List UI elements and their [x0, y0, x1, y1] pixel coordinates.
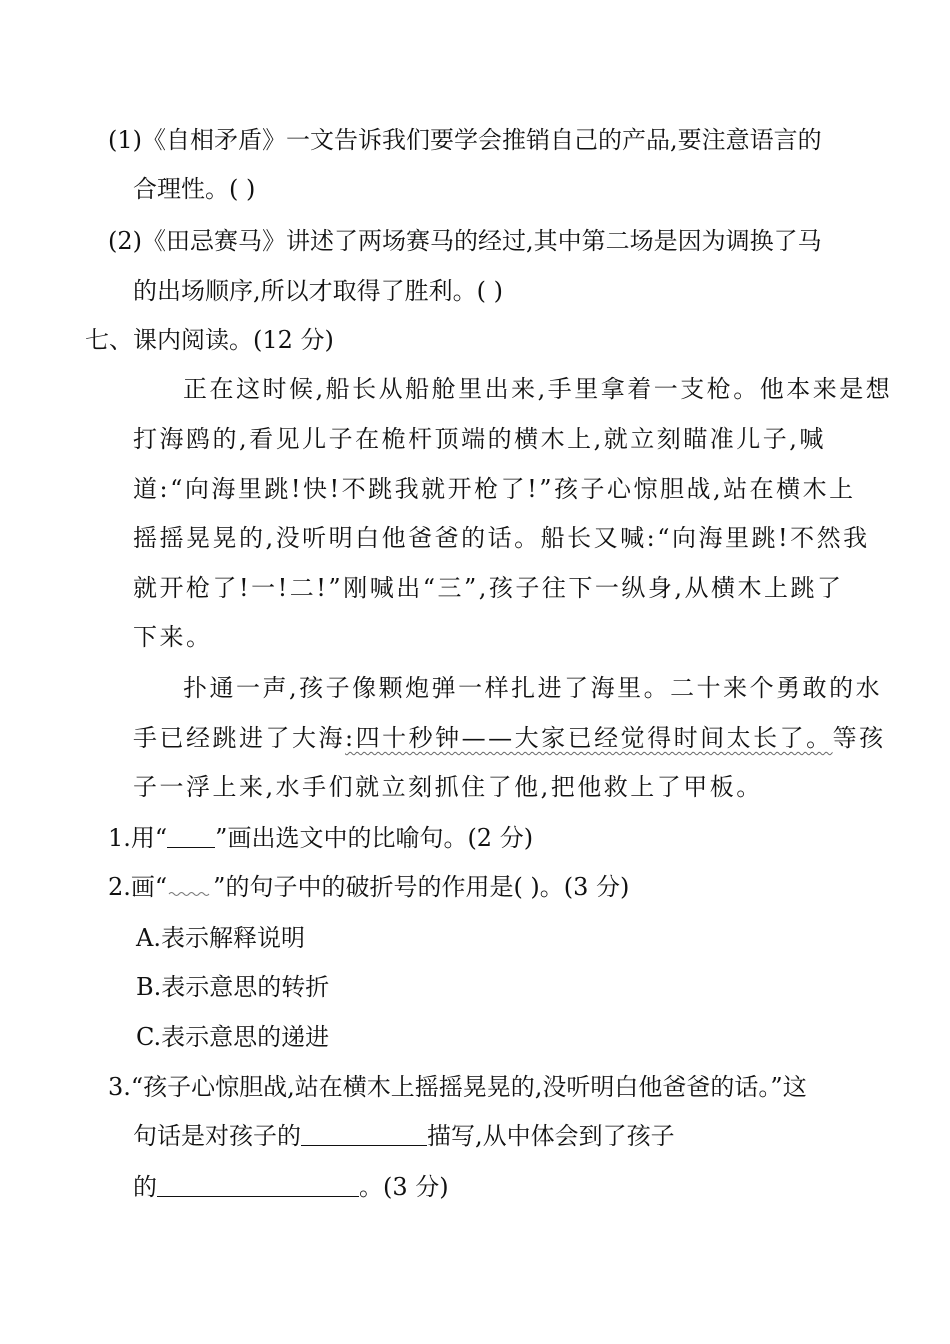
- passage-p1-line1: 正在这时候,船长从船舱里出来,手里拿着一支枪。他本来是想: [183, 375, 893, 403]
- judge-item-2-line1: (2)《田忌赛马》讲述了两场赛马的经过,其中第二场是因为调换了马: [108, 227, 822, 255]
- passage-p1-line4: 摇摇晃晃的,没听明白他爸爸的话。船长又喊:“向海里跳!不然我: [133, 524, 870, 552]
- question-3-text: 的: [133, 1173, 157, 1201]
- passage-plain-text: 等孩: [832, 724, 886, 752]
- option-c: C.表示意思的递进: [136, 1023, 330, 1051]
- wavy-underlined-sentence: :四十秒钟——大家已经觉得时间太长了。: [345, 724, 833, 752]
- passage-p2-line2: [133, 722, 886, 754]
- question-3-line1: 3.“孩子心惊胆战,站在横木上摇摇晃晃的,没听明白他爸爸的话。”这: [108, 1073, 807, 1101]
- question-2: [108, 871, 629, 903]
- passage-p1-line6: 下来。: [133, 623, 213, 651]
- option-b: B.表示意思的转折: [136, 973, 330, 1001]
- passage-p1-line5: 就开枪了!一!二!”刚喊出“三”,孩子往下一纵身,从横木上跳了: [133, 574, 844, 602]
- question-1: [108, 822, 533, 854]
- straight-underline-sample: [167, 825, 215, 848]
- wavy-underline-sample: [167, 875, 213, 897]
- question-3-text: 描写,从中体会到了孩子: [427, 1122, 675, 1150]
- answer-blank-description: [301, 1123, 427, 1146]
- option-a: A.表示解释说明: [136, 924, 305, 952]
- passage-plain-text: 手已经跳进了大海: [133, 724, 345, 752]
- question-1-prefix: 1.用“: [108, 824, 168, 852]
- judge-item-1-line2: 合理性。( ): [133, 175, 256, 203]
- judge-item-1-line1: (1)《自相矛盾》一文告诉我们要学会推销自己的产品,要注意语言的: [108, 126, 822, 154]
- question-2-suffix: ”的句子中的破折号的作用是( )。(3 分): [213, 873, 630, 901]
- question-3-text: 。(3 分): [359, 1173, 449, 1201]
- question-3-line2: [133, 1120, 675, 1152]
- passage-p2-line1: 扑通一声,孩子像颗炮弹一样扎进了海里。二十来个勇敢的水: [183, 674, 883, 702]
- passage-p1-line2: 打海鸥的,看见儿子在桅杆顶端的横木上,就立刻瞄准儿子,喊: [133, 425, 826, 453]
- passage-p1-line3: 道:“向海里跳!快!不跳我就开枪了!”孩子心惊胆战,站在横木上: [133, 475, 856, 503]
- question-3-text: 句话是对孩子的: [133, 1122, 301, 1150]
- answer-blank-feeling: [157, 1174, 359, 1197]
- section-heading: 七、课内阅读。(12 分): [85, 326, 334, 354]
- question-2-prefix: 2.画“: [108, 873, 168, 901]
- question-1-suffix: ”画出选文中的比喻句。(2 分): [215, 824, 534, 852]
- judge-item-2-line2: 的出场顺序,所以才取得了胜利。( ): [133, 277, 503, 305]
- passage-p2-line3: 子一浮上来,水手们就立刻抓住了他,把他救上了甲板。: [133, 773, 763, 801]
- question-3-line3: [133, 1171, 449, 1203]
